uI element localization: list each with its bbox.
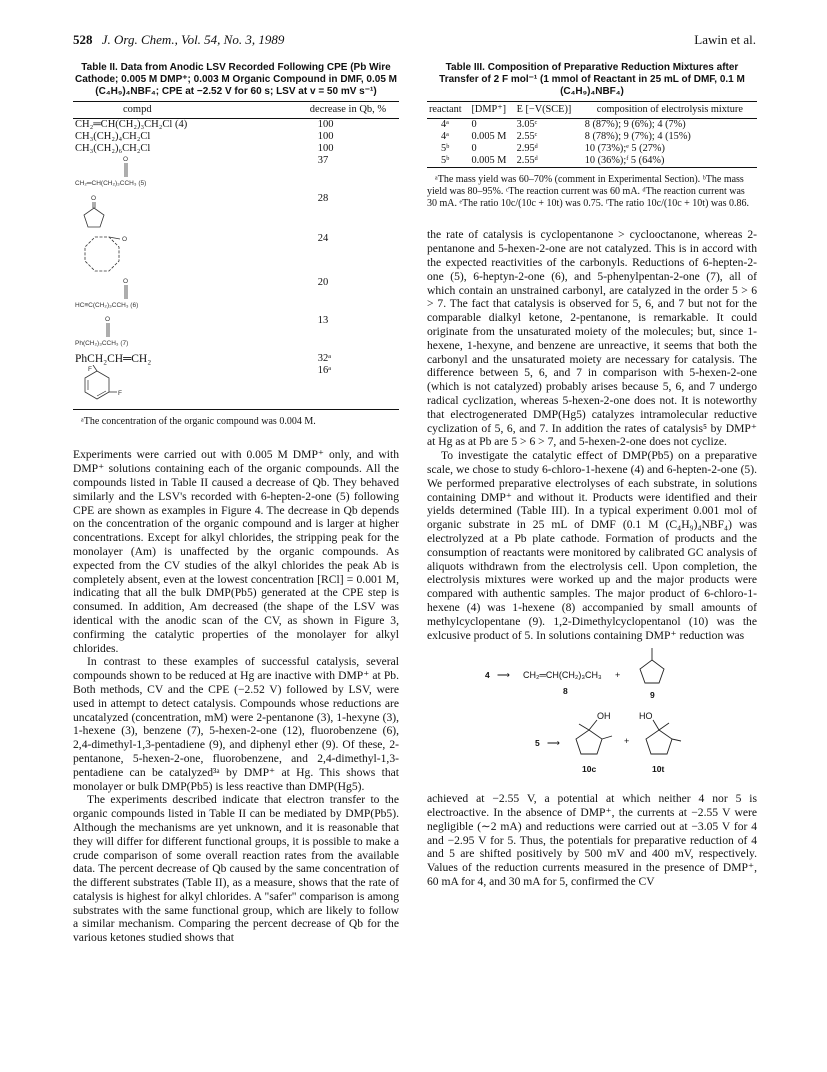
table-row [427,119,757,132]
structure-difluorobenzene [73,365,250,410]
svg-text:F: F [88,366,92,374]
structure-cyclooctanone [73,233,250,277]
table3 [427,101,757,168]
hepten-label: CH₂═CH(CH₂)₃CCH₃ (5) [75,180,147,188]
paragraph: In contrast to these examples of successful catalysis, several compounds shown to be reduced at Hg are inactive with DMP⁺ at Pb. Both methods, CV and the CPE (−2.52 V) followed by LSV, were used in attempt to detect catalysis. Compounds whose reductions are uncatalyzed (concentration, mM) were 2-pentanone (3), 1-hexyne (3), 1-hexene (3), benzene (7), 5-hexen-2-one (12), fluorobenzene (6), 2,4-dimethyl-1,3-pentadiene (9), and diphenyl ether (9). Of these, 2-pentanone, 5-hexen-2-one, fluorobenzene, and 2,4-dimethyl-1,3-pentadiene can be catalyzed³ᵃ by DMP⁺ at Hg. This shows that monolayer or bulk DMP(Pb5) is less reactive than DMP(Hg5). [73,655,399,793]
phenyl-label: Ph(CH₂)₃CCH₃ (7) [75,340,129,348]
table2-value: 24 [317,233,329,245]
scheme-hexene: CH₂═CH(CH₂)₃CH₃ [523,670,602,681]
oxo-label: O [105,316,111,324]
table-row [427,155,757,168]
journal-citation: J. Org. Chem., Vol. 54, No. 3, 1989 [101,32,285,47]
left-column [73,62,399,945]
table2-header-decrease: decrease in Qb, % [250,102,399,119]
table3-comp: 10 (73%);ᵉ 5 (27%) [584,143,665,155]
table3-dmp: 0.005 M [469,155,514,168]
table3-comp: 10 (36%);ᶠ 5 (64%) [583,155,757,168]
table2-footnote: ᵃThe concentration of the organic compound was 0.004 M. [81,416,316,428]
svg-text:F: F [118,390,122,398]
table3-reactant: 5ᵇ [441,143,450,155]
running-header [73,32,756,50]
table3-footnote: ᵃThe mass yield was 60–70% (comment in Experimental Section). ᵇThe mass yield was 80–95%. ᶜThe reaction current was 60 mA. ᵈThe reaction current was 30 mA. ᵉThe ratio 10c/(10c + 10t) was 0.75. ᶠThe ratio 10c/(10c + 10t) was 0.86. [427,174,749,210]
table2-value: 100 [317,131,334,143]
reaction-scheme [427,646,757,786]
table2-value: 37 [317,155,329,167]
table3-dmp: 0.005 M [471,131,507,143]
structure-heptyn-one [73,277,250,315]
structure-hepten-one [73,155,250,193]
oxo-label: O [123,156,129,164]
paragraph: achieved at −2.55 V, a potential at which neither 4 nor 5 is electroactive. In the absence of DMP⁺, the currents at −2.55 V were negligible (∼2 mA) and reductions were carried out at −3.05 V for 4 and −2.95 V for 5. Thus, the potentials for preparative reduction of 4 and 5 are shifted positively by 500 mV and 400 mV, respectively. Values of the reduction currents measured in the presence of DMP⁺, 60 mA for 4, and 30 mA for 5, confirmed the CV [427,792,757,889]
table2-compd: CH₃(CH₂)₄CH₂Cl [75,131,151,143]
paragraph: To investigate the catalytic effect of DMP(Pb5) on a preparative scale, we chose to study 6-chloro-1-hexene (4) and 6-hepten-2-one (5). We performed preparative electrolyses of each substrate, in solutions containing DMP⁺ and without it. Products were identified and their yields determined (Table III). In a typical experiment 0.001 mol of organic substrate in 25 mL of DMF (0.1 M (C₄H₉)₄NBF₄) was electrolyzed at a Pb plate cathode. Formation of products and the consumption of reactants were monitored by calibrated GC analysis of aliquots withdrawn from the electrolysis cell. Upon completion, the electrolysis mixtures were worked up and the major products were compared with authentic samples. The major product of 6-chloro-1-hexene (4) was 1-hexene (8) accompanied by small amounts of methylcyclopentane (9). 1,2-Dimethylcyclopentanol (10) was the exlcusive product of 5. In solutions containing DMP⁺ reduction was [427,449,757,642]
table3-header-e: E [−V(SCE)] [515,102,583,119]
page-number: 528 [73,32,93,47]
scheme-plus: + [615,670,621,681]
table2-value: 100 [317,119,334,131]
scheme-reactant-4: 4 [485,670,490,681]
table-row [427,131,757,143]
table2-compd: CH₃(CH₂)₆CH₂Cl [75,143,151,155]
table3-header-composition: composition of electrolysis mixture [583,102,757,119]
table-row [73,233,399,277]
paragraph: Experiments were carried out with 0.005 M DMP⁺ only, and with DMP⁺ solutions containing each of the organic compounds. All the compounds listed in Table II caused a decrease of Qb. They behaved similarly and the LSV's recorded with 6-hepten-2-one (5) following CPE are shown as examples in Figure 4. The decrease in Qb depends on the concentration of the organic compound and is larger at higher concentrations. Except for alkyl chlorides, the stripping peak for the monolayer (Am) is unaffected by the organic compounds. As expected from the CV studies of the alkyl chlorides the peak Ab is completely absent, even at the lowest concentration [RCl] = 0.001 M, indicating that all the bulk DMP(Pb5) generated at the CPE step is consumed. In addition, Am decreased (the shape of the LSV was identical with the anodic scan of the CV, as shown in Figure 3, confirming the catalytic properties of the monolayer for alkyl chlorides. [73,448,399,655]
table2-value: 28 [317,193,329,205]
table2-value: 13 [317,315,329,327]
table3-dmp: 0 [471,119,477,131]
table3-caption: Table III. Composition of Preparative Reduction Mixtures after Transfer of 2 F mol⁻¹ (1 mmol of Reactant in 25 mL of DMF, 0.1 M (C₄H₉)₄NBF₄) [439,62,745,97]
table-row [73,315,399,353]
scheme-oh: OH [597,711,611,722]
scheme-label-10t: 10t [652,764,665,775]
table2-value: 32ᵃ [317,353,332,365]
table3-e: 2.95ᵈ [516,143,538,155]
table3-e: 2.55ᵈ [515,155,583,168]
oxo-label: O [91,195,97,203]
table2 [73,101,399,410]
scheme-plus: + [624,736,630,747]
table3-e: 3.05ᶜ [516,119,538,131]
heptyn-label: HC≡C(CH₂)₃CCH₃ (6) [75,302,139,310]
right-column [427,62,757,889]
scheme-arrow: ⟶ [497,670,510,681]
table-row [73,277,399,315]
table2-header-compd: compd [73,102,250,119]
structure-phenylpentanone [73,315,250,353]
scheme-reactant-5: 5 [535,738,540,749]
structure-cyclopentanone [73,193,250,233]
table3-header-dmp: [DMP⁺] [469,102,514,119]
table2-compd: PhCH₂CH═CH₂ [75,353,152,366]
oxo-label: O [123,278,129,286]
table-row [427,143,757,155]
scheme-label-8: 8 [563,686,568,697]
table-row [73,143,399,155]
paragraph: the rate of catalysis is cyclopentanone > cyclooctanone, whereas 2-pentanone and 5-hexen-2-one are not catalyzed. This is in accord with the expected reactivities of the carbonyls. Reductions of 6-hepten-2-one (5), 6-heptyn-2-one (6), and 5-phenylpentan-2-one (7), all of which contain an unstrained carbonyl, are catalyzed in the order 5 > 6 > 7. The fact that catalysis is observed for 5, 6, and 7 but not for the comparable dialkyl ketone, 2-pentanone, is remarkable. It could originate from the unsaturated moiety of the molecules; but, since 1-hexene, 1-hexyne, and benzene are unreactive, it seems that both the carbonyl and the unsaturated moiety are necessary for catalysis. The difference between 5, 6, and 7 in comparison with 5-hexen-2-one (which is not catalyzed) probably arises because 5, 6, and 7 undergo radical cyclization, whereas 5-hexen-2-one does not. It is noteworthy that electrogenerated DMP(Hg5) catalyzes intramolecular reductive cyclization of 5, 6, and 7. In addition the rates of catalysis⁵ by DMP⁺ at Hg as at Pb are 5 > 6 > 7, and 5-hexen-2-one does not cyclize. [427,228,757,449]
scheme-label-9: 9 [650,690,655,701]
table-row [73,155,399,193]
scheme-arrow: ⟶ [547,738,560,749]
table-row [73,353,399,365]
table3-comp: 8 (87%); 9 (6%); 4 (7%) [584,119,686,131]
table-row [73,193,399,233]
scheme-ho: HO [639,711,653,722]
table3-reactant: 4ᵃ [441,131,449,143]
table3-comp: 8 (78%); 9 (7%); 4 (15%) [584,131,691,143]
oxo-label: O [122,236,128,244]
table3-dmp: 0 [471,143,477,155]
table3-header-reactant: reactant [427,102,469,119]
table2-value: 20 [317,277,329,289]
table2-compd: CH₂═CH(CH₂)₃CH₂Cl (4) [75,119,188,131]
table3-reactant: 5ᵇ [427,155,469,168]
table2-value: 100 [317,143,334,155]
author-line: Lawin et al. [694,32,756,47]
paragraph: The experiments described indicate that electron transfer to the organic compounds listed in Table II can be mediated by DMP(Pb5). Although the mechanisms are yet unknown, and it is reasonable that they will differ for different functional groups, it is possible to make a crude comparison of some overall reaction rates from the available data. The percent decrease of Qb caused by the same concentration of the different substrates (Table II), as a measure, shows that the rate of catalysis is highest for alkyl chlorides. A "safer" comparison is among substrates with the same functional group, which are likely to follow a similar mechanism. Comparing the percent decrease of Qb for the various ketones studied shows that [73,793,399,945]
table-row [73,365,399,410]
scheme-label-10c: 10c [582,764,597,775]
table3-reactant: 4ᵃ [441,119,449,131]
table2-value: 16ᵃ [250,365,399,410]
table2-caption: Table II. Data from Anodic LSV Recorded Following CPE (Pb Wire Cathode; 0.005 M DMP⁺; 0.003 M Organic Compound in DMF, 0.05 M (C₄H₉)₄NBF₄; CPE at −2.52 V for 60 s; LSV at v = 50 mV s⁻¹) [75,62,397,97]
table3-e: 2.55ᶜ [516,131,538,143]
table-row [73,131,399,143]
table-row [73,119,399,132]
